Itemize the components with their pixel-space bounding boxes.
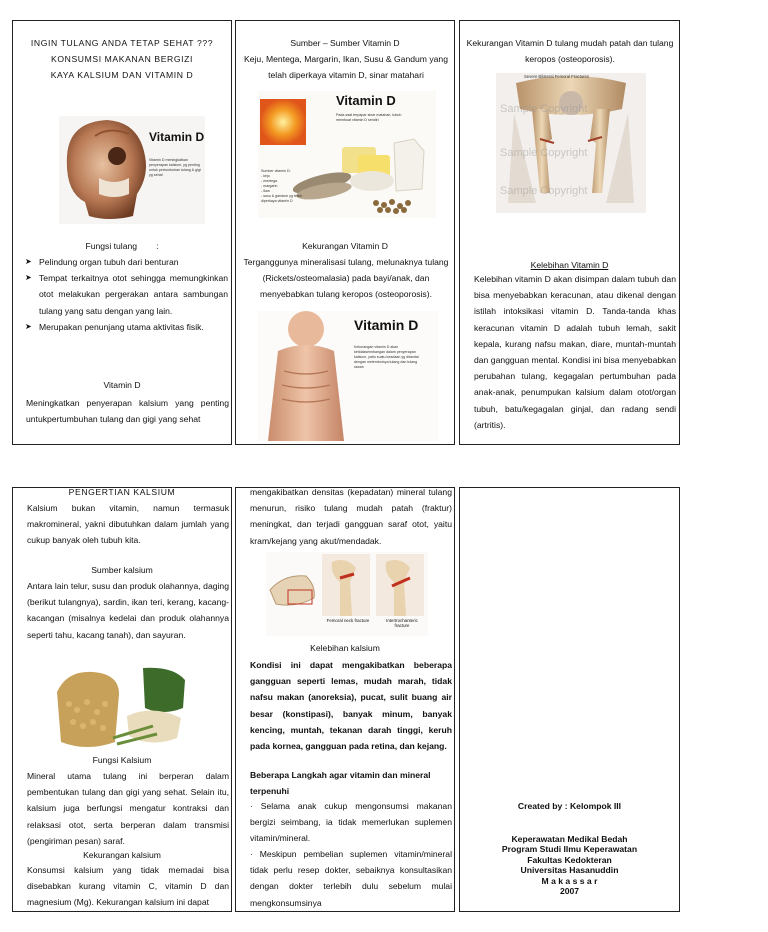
list-item: - keju: [261, 174, 270, 178]
kekurangan-kalsium-text: Konsumsi kalsium yang tidak memadai bisa disebabkan kurang vitamin C, vitamin D dan magnesium (Mg). Kekurangan kalsium ini dapat: [27, 865, 229, 908]
heading-line-3: KAYA KALSIUM DAN VITAMIN D: [50, 70, 194, 81]
credits-block: [460, 834, 679, 896]
fungsi-tulang-list: [25, 254, 228, 335]
kelebihan-kalsium-title: Kelebihan kalsium: [310, 643, 380, 653]
skull-image-caption: Vitamin D meningkatkan penyerapan kalsium, yg penting untuk pertumbuhan tulang & gigi yg sehat: [149, 158, 201, 177]
sumber-kalsium-title: Sumber kalsium: [91, 565, 153, 575]
foods-image-caption: Pada saat terpapar sinar matahari, tubuh membuat vitamin D sendiri: [336, 113, 402, 122]
credit-line: Fakultas Kedokteran: [527, 854, 612, 865]
hip-fracture-image: [266, 552, 428, 636]
panel-6: [459, 487, 680, 912]
fracture-image-label: Severe Bilateral Femoral Fractures: [524, 74, 589, 79]
list-item: - susu & gandum yg telah diperkaya vitamin D: [261, 194, 302, 203]
panel-2: [235, 20, 455, 445]
sumber-vitamin-d-text: Keju, Mentega, Margarin, Ikan, Susu & Gandum yang telah diperkaya vitamin D, sinar matahari: [244, 54, 448, 81]
langkah-title: Beberapa Langkah agar vitamin dan mineral terpenuhi: [250, 770, 431, 797]
panel-5: [235, 487, 455, 912]
fungsi-kalsium-title: Fungsi Kalsium: [92, 755, 152, 765]
foods-image-list: [261, 169, 305, 204]
vitamin-d-foods-image: [258, 91, 436, 218]
fungsi-kalsium-text: Mineral utama tulang ini berperan dalam pembentukan tulang dan gigi yang sehat. Selain itu, kalsium juga berfungsi mengatur kontraksi dan relaksasi otot, serta berperan dalam transmisi (pengiriman pesan) saraf.: [27, 771, 229, 846]
list-item: - mentega: [261, 179, 278, 183]
skull-vitamin-d-image: [59, 116, 205, 224]
femoral-fracture-image: [496, 73, 646, 213]
credit-line: M a k a s s a r: [541, 875, 598, 886]
kelebihan-kalsium-text: Kondisi ini dapat mengakibatkan beberapa gangguan seperti lemas, mudah marah, tidak nafsu makan (anoreksia), pucat, sulit buang air besar (konstipasi), banyak minum, banyak kencing, muntah, tekanan darah tinggi, keruh pada kornea, gangguan pada retina, dan kejang.: [250, 660, 452, 752]
credit-line: 2007: [559, 886, 580, 897]
list-item: ➤ Tempat terkaitnya otot sehingga memungkinkan otot melakukan pergerakan antara sambungan tulang yang satu dengan yang lain.: [25, 270, 228, 319]
watermark-2: Sample Copyright: [500, 147, 588, 159]
panel-1: [12, 20, 232, 445]
foods-image-title: Vitamin D: [336, 93, 396, 108]
created-by: Created by : Kelompok III: [517, 801, 622, 811]
rickets-child-image: [258, 311, 438, 441]
kekurangan-intro-text: Kekurangan Vitamin D tulang mudah patah dan tulang keropos (osteoporosis).: [466, 38, 674, 65]
heading-line-1: INGIN TULANG ANDA TETAP SEHAT ???: [30, 38, 214, 48]
rickets-image-title: Vitamin D: [354, 317, 419, 333]
list-item: ➤ Merupakan penunjang utama aktivitas fisik.: [25, 319, 228, 335]
fig-label-femoral-neck: Femoral neck fracture: [326, 618, 370, 623]
credit-line: Keperawatan Medikal Bedah: [511, 834, 628, 844]
list-item: - ikan: [261, 189, 270, 193]
list-item: - margarin: [261, 184, 278, 188]
kekurangan-vitamin-d-title: Kekurangan Vitamin D: [302, 241, 388, 251]
panel-3: [459, 20, 680, 445]
panel-4: [12, 487, 232, 912]
kekurangan-kalsium-title: Kekurangan kalsium: [83, 850, 161, 860]
fungsi-tulang-title: Fungsi tulang :: [85, 241, 159, 251]
watermark-3: Sample Copyright: [500, 185, 588, 197]
watermark-1: Sample Copyright: [500, 103, 588, 115]
pengertian-kalsium-text: Kalsium bukan vitamin, namun termasuk makromineral, yakni dibutuhkan dalam jumlah yang cukup banyak oleh tubuh kita.: [27, 503, 229, 546]
sumber-vitamin-d-title: Sumber – Sumber Vitamin D: [290, 38, 400, 48]
brochure-heading: [13, 35, 231, 84]
kelebihan-vitamin-d-title: Kelebihan Vitamin D: [530, 260, 609, 270]
kekurangan-kalsium-continued: mengakibatkan densitas (kepadatan) mineral tulang menurun, risiko tulang mudah patah (fraktur) meningkat, dan terjadi gangguan saraf otot, yaitu kram/kejang yang akut/mendadak.: [250, 487, 452, 546]
vitamin-d-text: Meningkatkan penyerapan kalsium yang penting untukpertumbuhan tulang dan gigi yang sehat: [26, 398, 229, 425]
pengertian-kalsium-title: PENGERTIAN KALSIUM: [68, 487, 176, 497]
credit-line: Program Studi Ilmu Keperawatan: [501, 844, 638, 855]
langkah-item-2: · Meskipun pembelian suplemen vitamin/mineral tidak perlu resep dokter, sebaiknya konsultasikan dengan dokter terlebih dulu sebelum mulai mengkonsumsinya: [250, 849, 452, 908]
kelebihan-vitamin-d-text: Kelebihan vitamin D akan disimpan dalam tubuh dan bisa menyebabkan keracunan, atau dikenal dengan istilah intoksikasi vitamin D. Tanda-tanda khas keracunan vitamin D adalah tubuh lemah, sakit kepala, kurang nafsu makan, diare, muntah-muntah dan gangguan mental. Kondisi ini bisa menyebabkan perubahan tulang, kegagalan pertumbuhan pada anak-anak, penumpukan kalsium dalam otot/organ tubuh, batu/kegagalan ginjal, dan radang sendi (artritis).: [474, 274, 676, 430]
credit-line: Universitas Hasanuddin: [520, 865, 619, 876]
heading-line-2: KONSUMSI MAKANAN BERGIZI: [51, 54, 193, 65]
langkah-item-1: · Selama anak cukup mengonsumsi makanan bergizi seimbang, ia tidak memerlukan suplemen vitamin/mineral.: [250, 801, 452, 844]
fig-label-intertrochanteric: Intertrochanteric fracture: [386, 618, 418, 629]
sumber-kalsium-text: Antara lain telur, susu dan produk olahannya, daging (berikut tulangnya), sardin, ikan teri, kerang, kacang-kacangan (misalnya kedelai dan produk olahannya seperti tahu, kacang tanah), dan sayuran.: [27, 581, 229, 640]
kekurangan-vitamin-d-text: Terganggunya mineralisasi tulang, melunaknya tulang (Rickets/osteomalasia) pada bayi/anak, dan menyebabkan tulang keropos (osteoporosis).: [243, 257, 449, 300]
list-item: Sumber vitamin D:: [261, 169, 291, 173]
rickets-image-caption: Kekurangan vitamin D akan ketidakseimbangan dalam penyerapan kalsium, yaitu suatu keadaan yg ditandai dengan melembutnya tulang dan tulang rawan: [354, 345, 419, 369]
skull-image-title: Vitamin D: [149, 130, 205, 144]
vitamin-d-title: Vitamin D: [103, 380, 141, 390]
calcium-foods-image: [53, 664, 189, 754]
list-item: ➤ Pelindung organ tubuh dari benturan: [25, 254, 228, 270]
